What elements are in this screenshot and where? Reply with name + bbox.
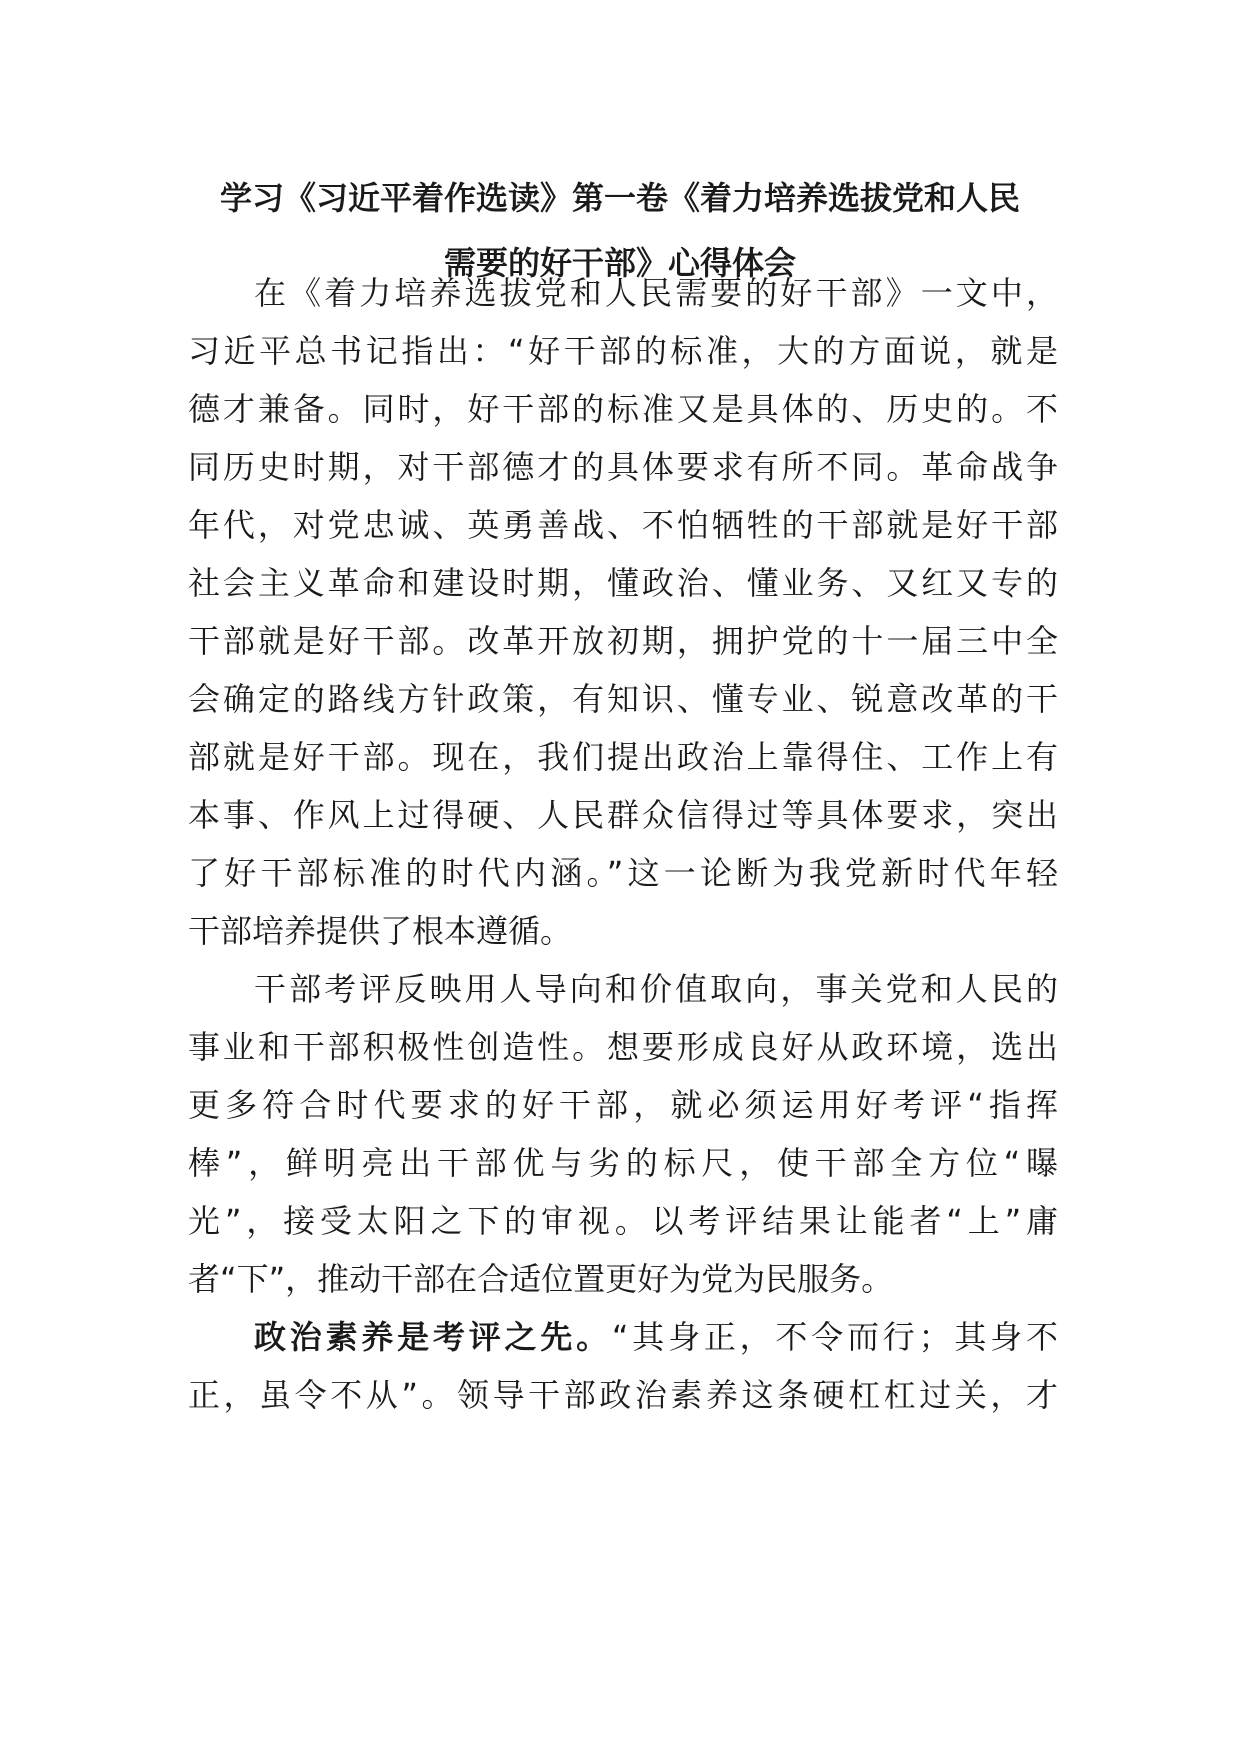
- paragraph-1-line-4: 同历史时期，对干部德才的具体要求有所不同。革命战争: [188, 448, 1058, 486]
- paragraph-2-line-2: 事业和干部积极性创造性。想要形成良好从政环境，选出: [188, 1028, 1058, 1066]
- paragraph-1-line-8: 会确定的路线方针政策，有知识、懂专业、锐意改革的干: [188, 680, 1058, 718]
- paragraph-1-line-7: 干部就是好干部。改革开放初期，拥护党的十一届三中全: [188, 622, 1058, 660]
- paragraph-1-line-6: 社会主义革命和建设时期，懂政治、懂业务、又红又专的: [188, 564, 1058, 602]
- paragraph-1-line-11: 了好干部标准的时代内涵。”这一论断为我党新时代年轻: [188, 854, 1058, 892]
- paragraph-1-line-2: 习近平总书记指出：“好干部的标准，大的方面说，就是: [188, 332, 1058, 370]
- paragraph-3-line-2: 正，虽令不从”。领导干部政治素养这条硬杠杠过关，才: [188, 1376, 1058, 1414]
- paragraph-2-line-6: 者“下”，推动干部在合适位置更好为党为民服务。: [188, 1260, 894, 1298]
- document-title-line-2: 需要的好干部》心得体会: [443, 244, 796, 282]
- paragraph-3-bold-lead: 政治素养是考评之先。: [254, 1318, 612, 1356]
- paragraph-1-line-12: 干部培养提供了根本遵循。: [188, 912, 573, 950]
- document-title-line-1: 学习《习近平着作选读》第一卷《着力培养选拔党和人民: [219, 179, 1020, 217]
- paragraph-3-line-1-rest: “其身正，不令而行；其身不: [611, 1318, 1058, 1356]
- paragraph-1-line-5: 年代，对党忠诚、英勇善战、不怕牺牲的干部就是好干部: [188, 506, 1058, 544]
- paragraph-1-line-10: 本事、作风上过得硬、人民群众信得过等具体要求，突出: [188, 796, 1058, 834]
- paragraph-1-line-3: 德才兼备。同时，好干部的标准又是具体的、历史的。不: [188, 390, 1058, 428]
- paragraph-2-line-1: 干部考评反映用人导向和价值取向，事关党和人民的: [254, 970, 1058, 1008]
- paragraph-3-line-1: [254, 1317, 1058, 1357]
- paragraph-2-line-4: 棒”，鲜明亮出干部优与劣的标尺，使干部全方位“曝: [188, 1144, 1058, 1182]
- paragraph-2-line-5: 光”，接受太阳之下的审视。以考评结果让能者“上”庸: [188, 1202, 1058, 1240]
- paragraph-2-line-3: 更多符合时代要求的好干部，就必须运用好考评“指挥: [188, 1086, 1058, 1124]
- paragraph-1-line-9: 部就是好干部。现在，我们提出政治上靠得住、工作上有: [188, 738, 1058, 776]
- paragraph-1-line-1: 在《着力培养选拔党和人民需要的好干部》一文中，: [254, 274, 1058, 312]
